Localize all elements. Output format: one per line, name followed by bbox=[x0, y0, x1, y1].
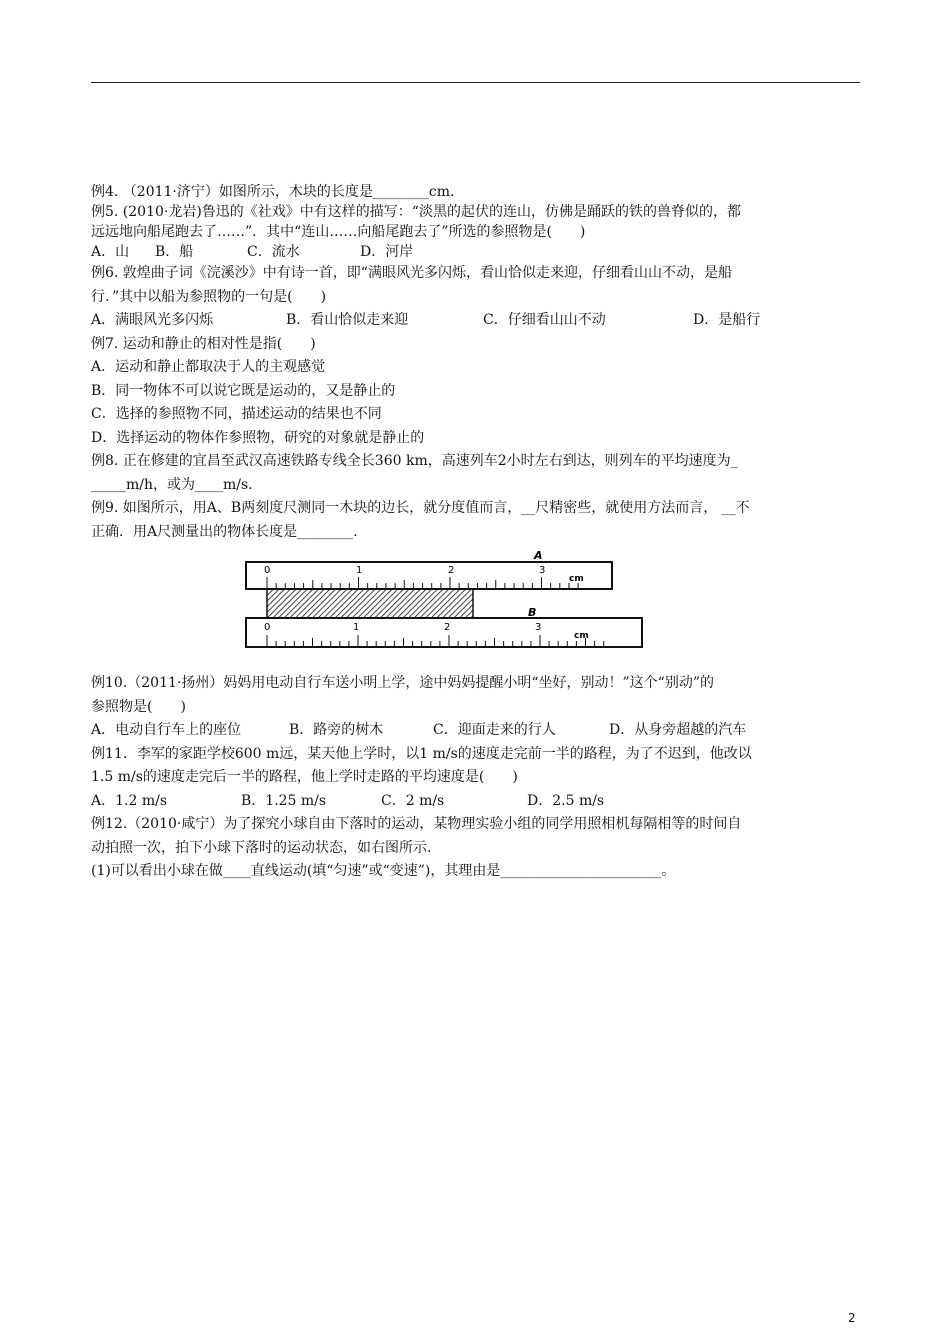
option-a: A．山 bbox=[91, 244, 130, 260]
example-5-line-2: 远远地向船尾跑去了……”．其中“连山……向船尾跑去了”所选的参照物是( ) bbox=[91, 224, 586, 240]
example-5-options bbox=[91, 242, 861, 262]
example-11-line-1: 例11．李军的家距学校600 m远，某天他上学时，以1 m/s的速度走完前一半的路程，为了不迟到，他改以 bbox=[91, 745, 752, 762]
example-12-line-2: 动拍照一次，拍下小球下落时的运动状态，如右图所示. bbox=[91, 839, 432, 856]
example-7-option-c: C．选择的参照物不同，描述运动的结果也不同 bbox=[91, 406, 382, 422]
example-10-line-2: 参照物是( ) bbox=[91, 698, 186, 715]
example-10-line-1: 例10.（2011·扬州）妈妈用电动自行车送小明上学，途中妈妈提醒小明“坐好，别动！”这个“别动”的 bbox=[91, 675, 714, 691]
option-b: B．看山恰似走来迎 bbox=[286, 312, 409, 328]
example-6-options bbox=[91, 309, 861, 333]
example-12-line-3: (1)可以看出小球在做____直线运动(填“匀速”或“变速”)，其理由是_______________________。 bbox=[91, 863, 676, 879]
example-12-line-1: 例12.（2010·咸宁）为了探究小球自由下落时的运动，某物理实验小组的同学用照相机每隔相等的时间自 bbox=[91, 816, 742, 832]
example-7-option-a: A．运动和静止都取决于人的主观感觉 bbox=[91, 359, 326, 375]
example-4: 例4. （2011·济宁）如图所示，木块的长度是________cm. bbox=[91, 184, 455, 200]
example-6-line-2: 行．”其中以船为参照物的一句是( ) bbox=[91, 288, 327, 305]
option-c: C．迎面走来的行人 bbox=[433, 722, 556, 738]
ruler-b-unit: cm bbox=[574, 631, 589, 641]
header-rule bbox=[91, 82, 860, 83]
option-d: D．从身旁超越的汽车 bbox=[609, 722, 747, 738]
option-b: B．船 bbox=[155, 244, 194, 260]
wood-block bbox=[267, 589, 473, 618]
page-number: 2 bbox=[848, 1311, 856, 1325]
option-a: A．1.2 m/s bbox=[91, 792, 168, 809]
example-8-line-2: _____m/h，或为____m/s. bbox=[91, 476, 253, 493]
option-d: D．是船行 bbox=[693, 312, 761, 328]
ruler-a-tick-0: 0 bbox=[264, 565, 271, 576]
option-c: C．流水 bbox=[247, 244, 300, 260]
example-7-option-d: D．选择运动的物体作参照物，研究的对象就是静止的 bbox=[91, 429, 425, 446]
example-10-options bbox=[91, 719, 861, 743]
ruler-b-label: B bbox=[528, 606, 537, 619]
example-7: 例7. 运动和静止的相对性是指( ) bbox=[91, 335, 316, 352]
option-a: A．满眼风光多闪烁 bbox=[91, 312, 214, 328]
ruler-b-tick-2: 2 bbox=[444, 622, 451, 633]
ruler-a-tick-3: 3 bbox=[539, 565, 546, 576]
ruler-a-tick-2: 2 bbox=[448, 565, 455, 576]
example-11-options bbox=[91, 790, 861, 814]
ruler-a-body bbox=[246, 562, 612, 589]
example-8-line-1: 例8. 正在修建的宜昌至武汉高速铁路专线全长360 km，高速列车2小时左右到达，则列车的平均速度为_ bbox=[91, 453, 738, 469]
option-b: B．路旁的树木 bbox=[289, 722, 384, 738]
ruler-b-tick-0: 0 bbox=[264, 622, 271, 633]
option-d: D．2.5 m/s bbox=[527, 792, 605, 809]
ruler-a-label: A bbox=[534, 550, 543, 562]
example-11-line-2: 1.5 m/s的速度走完后一半的路程，他上学时走路的平均速度是( ) bbox=[91, 769, 518, 785]
exercise-content bbox=[91, 182, 861, 884]
example-9-line-1: 例9. 如图所示，用A、B两刻度尺测同一木块的边长，就分度值而言，__尺精密些，就使用方法而言， __不 bbox=[91, 500, 750, 516]
option-c: C．仔细看山山不动 bbox=[483, 312, 606, 328]
ruler-figure bbox=[91, 544, 861, 672]
ruler-b-tick-1: 1 bbox=[353, 622, 360, 633]
example-7-option-b: B．同一物体不可以说它既是运动的，又是静止的 bbox=[91, 382, 396, 399]
ruler-b-tick-3: 3 bbox=[535, 622, 542, 633]
option-b: B．1.25 m/s bbox=[241, 792, 327, 809]
example-6-line-1: 例6. 敦煌曲子词《浣溪沙》中有诗一首，即“满眼风光多闪烁，看山恰似走来迎，仔细看山山不动，是船 bbox=[91, 265, 732, 281]
example-5-line-1: 例5. (2010·龙岩)鲁迅的《社戏》中有这样的描写：“淡黑的起伏的连山，仿佛是踊跃的铁的兽脊似的，都 bbox=[91, 204, 741, 220]
ruler-diagram bbox=[244, 550, 644, 650]
option-a: A．电动自行车上的座位 bbox=[91, 722, 242, 738]
example-9-line-2: 正确．用A尺测量出的物体长度是________. bbox=[91, 523, 358, 540]
ruler-a-tick-1: 1 bbox=[356, 565, 363, 576]
option-c: C．2 m/s bbox=[381, 792, 445, 809]
ruler-a-unit: cm bbox=[569, 574, 584, 584]
option-d: D．河岸 bbox=[360, 244, 414, 260]
